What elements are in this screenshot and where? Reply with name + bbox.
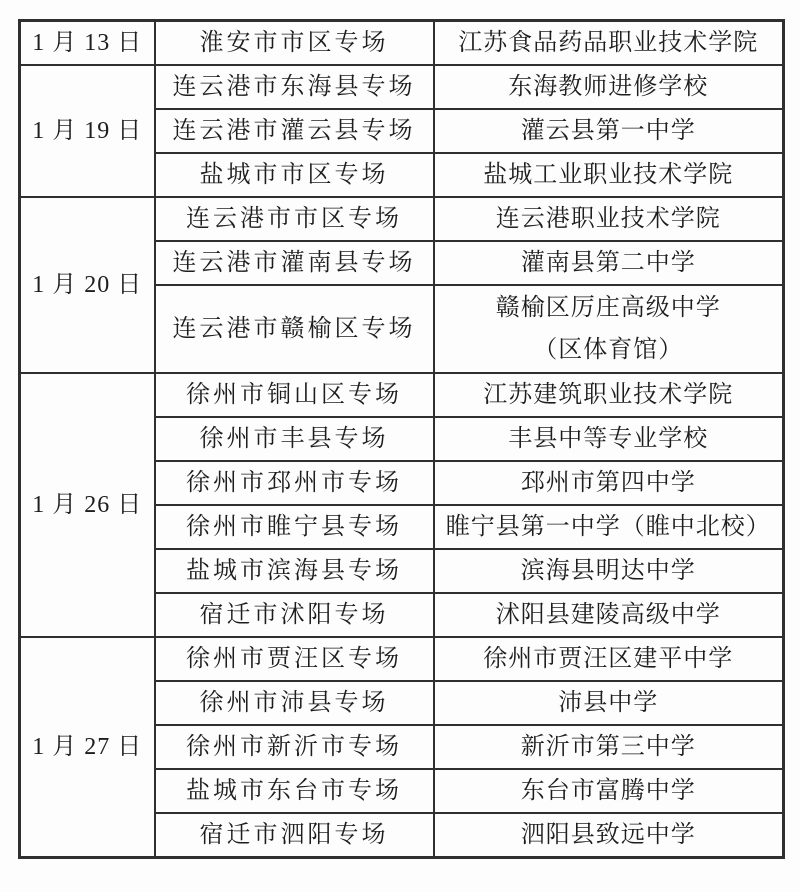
venue-line-1: 赣榆区厉庄高级中学 — [495, 295, 721, 321]
venue-cell: 泗阳县致远中学 — [434, 813, 784, 858]
venue-cell: 江苏建筑职业技术学院 — [434, 373, 784, 417]
venue-cell: 新沂市第三中学 — [434, 725, 784, 769]
venue-cell: 沭阳县建陵高级中学 — [434, 593, 784, 637]
date-cell: 1 月 13 日 — [20, 21, 155, 66]
venue-cell: 滨海县明达中学 — [434, 549, 784, 593]
session-cell: 徐州市睢宁县专场 — [155, 505, 434, 549]
session-cell: 淮安市市区专场 — [155, 21, 434, 66]
date-cell: 1 月 27 日 — [20, 637, 155, 858]
session-cell: 连云港市赣榆区专场 — [155, 285, 434, 373]
session-cell: 盐城市滨海县专场 — [155, 549, 434, 593]
date-cell: 1 月 19 日 — [20, 65, 155, 197]
table-row — [20, 197, 784, 241]
session-cell: 徐州市铜山区专场 — [155, 373, 434, 417]
session-cell: 连云港市市区专场 — [155, 197, 434, 241]
session-cell: 徐州市沛县专场 — [155, 681, 434, 725]
session-cell: 徐州市新沂市专场 — [155, 725, 434, 769]
session-cell: 宿迁市沭阳专场 — [155, 593, 434, 637]
session-cell: 盐城市东台市专场 — [155, 769, 434, 813]
venue-cell: 灌云县第一中学 — [434, 109, 784, 153]
venue-cell: 徐州市贾汪区建平中学 — [434, 637, 784, 681]
venue-cell — [434, 285, 784, 373]
session-cell: 宿迁市泗阳专场 — [155, 813, 434, 858]
session-cell: 连云港市灌云县专场 — [155, 109, 434, 153]
session-cell: 徐州市邳州市专场 — [155, 461, 434, 505]
venue-cell: 丰县中等专业学校 — [434, 417, 784, 461]
venue-cell: 江苏食品药品职业技术学院 — [434, 21, 784, 66]
venue-cell: 邳州市第四中学 — [434, 461, 784, 505]
schedule-table — [18, 19, 785, 859]
table-row — [20, 373, 784, 417]
table-row — [20, 637, 784, 681]
venue-cell: 灌南县第二中学 — [434, 241, 784, 285]
session-cell: 盐城市市区专场 — [155, 153, 434, 197]
date-cell: 1 月 20 日 — [20, 197, 155, 373]
session-cell: 连云港市东海县专场 — [155, 65, 434, 109]
venue-cell: 东海教师进修学校 — [434, 65, 784, 109]
session-cell: 连云港市灌南县专场 — [155, 241, 434, 285]
venue-cell: 东台市富腾中学 — [434, 769, 784, 813]
venue-cell: 盐城工业职业技术学院 — [434, 153, 784, 197]
venue-cell: 连云港职业技术学院 — [434, 197, 784, 241]
venue-cell: 睢宁县第一中学（睢中北校） — [434, 505, 784, 549]
venue-line-2: （区体育馆） — [533, 337, 684, 363]
venue-cell: 沛县中学 — [434, 681, 784, 725]
date-cell: 1 月 26 日 — [20, 373, 155, 637]
table-row — [20, 65, 784, 109]
session-cell: 徐州市贾汪区专场 — [155, 637, 434, 681]
session-cell: 徐州市丰县专场 — [155, 417, 434, 461]
table-row — [20, 21, 784, 66]
